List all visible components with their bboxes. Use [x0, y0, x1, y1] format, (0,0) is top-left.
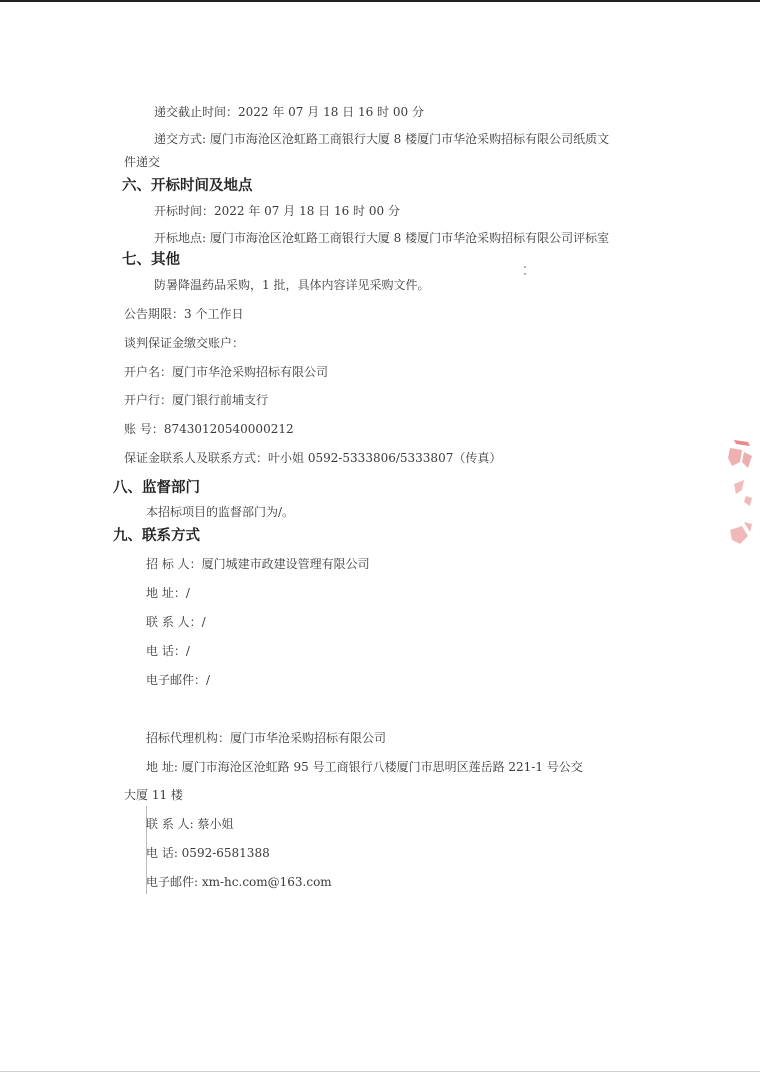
submission-method-line1: 递交方式: 厦门市海沧区沧虹路工商银行大厦 8 楼厦门市华沧采购招标有限公司纸质文	[154, 132, 610, 146]
page-top-border	[0, 0, 760, 2]
agency-address-line2: 大厦 11 楼	[124, 788, 183, 802]
deposit-account-no: 账 号：87430120540000212	[124, 422, 294, 436]
opening-time: 开标时间：2022 年 07 月 18 日 16 时 00 分	[154, 204, 400, 218]
section8-content: 本招标项目的监督部门为/。	[146, 505, 295, 519]
section7-content: 防暑降温药品采购，1 批，具体内容详见采购文件。	[154, 278, 430, 292]
section7-heading: 七、其他	[122, 252, 180, 268]
agency-address-line1: 地 址: 厦门市海沧区沧虹路 95 号工商银行八楼厦门市思明区莲岳路 221-1 号公交	[146, 760, 583, 774]
tenderer-address: 地 址：/	[146, 586, 190, 600]
opening-place: 开标地点: 厦门市海沧区沧虹路工商银行大厦 8 楼厦门市华沧采购招标有限公司评标室	[154, 231, 610, 245]
section6-heading: 六、开标时间及地点	[122, 178, 253, 194]
deposit-title: 谈判保证金缴交账户：	[124, 336, 245, 350]
tenderer-phone: 电 话：/	[146, 644, 190, 658]
deposit-account-name: 开户名：厦门市华沧采购招标有限公司	[124, 365, 329, 379]
deposit-contact: 保证金联系人及联系方式：叶小姐 0592-5333806/5333807（传真）	[124, 451, 502, 465]
page-bottom-border	[0, 1071, 760, 1072]
tenderer-contact: 联 系 人：/	[146, 615, 206, 629]
notice-period: 公告期限：3 个工作日	[124, 307, 244, 321]
seal-stamp-fragment	[722, 432, 760, 562]
scan-speck	[524, 266, 526, 268]
deposit-bank: 开户行：厦门银行前埔支行	[124, 393, 269, 407]
agency-name: 招标代理机构：厦门市华沧采购招标有限公司	[146, 731, 387, 745]
agency-contact: 联 系 人: 蔡小姐	[146, 817, 234, 831]
section9-heading: 九、联系方式	[113, 528, 200, 544]
tenderer-name: 招 标 人：厦门城建市政建设管理有限公司	[146, 557, 370, 571]
agency-email: 电子邮件: xm-hc.com@163.com	[146, 875, 332, 889]
scan-speck	[524, 273, 526, 275]
section8-heading: 八、监督部门	[113, 480, 200, 496]
agency-phone: 电 话: 0592-6581388	[146, 846, 270, 860]
tenderer-email: 电子邮件：/	[146, 673, 211, 687]
submission-deadline: 递交截止时间：2022 年 07 月 18 日 16 时 00 分	[154, 105, 424, 119]
submission-method-line2: 件递交	[124, 155, 161, 169]
